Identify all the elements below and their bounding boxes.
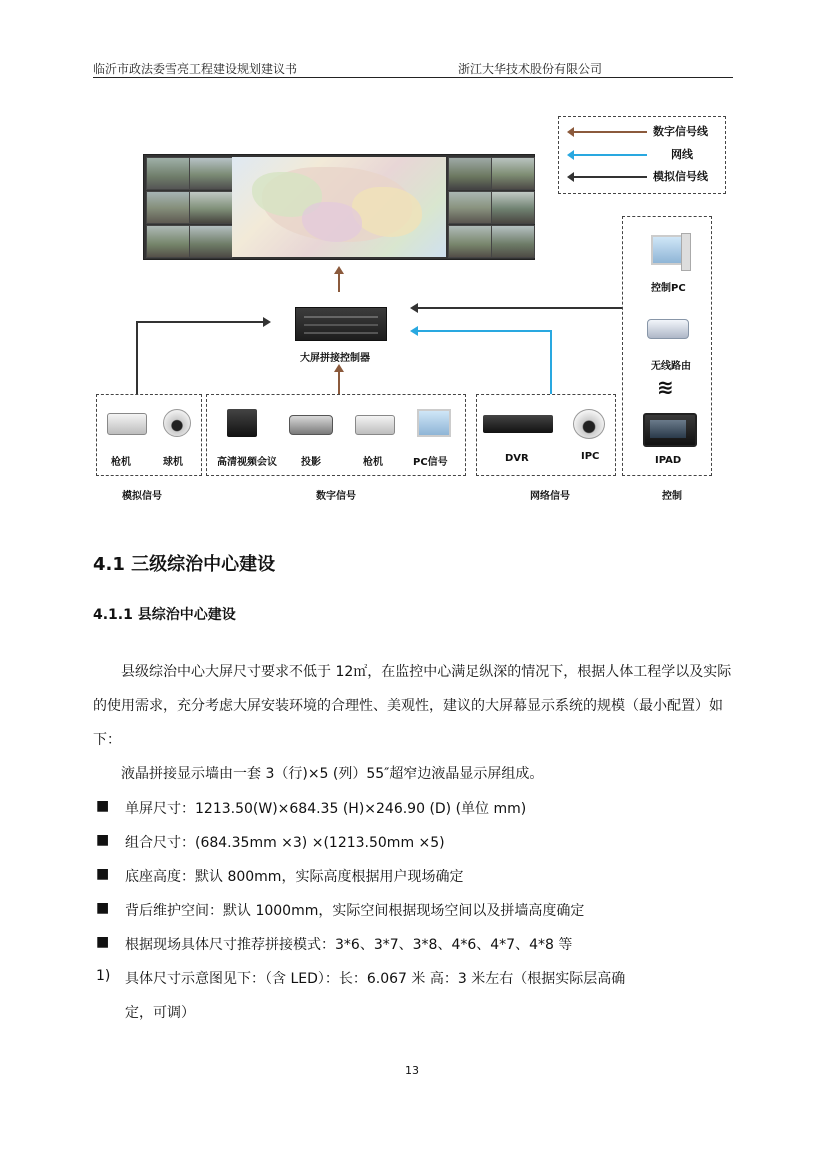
item-label: PC信号 [413, 457, 448, 468]
section-heading-4-1-1: 4.1.1 县综治中心建设 [93, 607, 236, 623]
arrowhead-left [410, 303, 418, 313]
network-line-vertical [550, 330, 552, 394]
bullet-text: 组合尺寸：(684.35mm ×3) ×(1213.50mm ×5) [125, 835, 445, 851]
legend-label-network: 网线 [671, 148, 693, 161]
section-heading-4-1: 4.1 三级综治中心建设 [93, 554, 276, 575]
control-box [622, 216, 712, 476]
network-signal-box [476, 394, 616, 476]
body-paragraph: 县级综治中心大屏尺寸要求不低于 12㎡，在监控中心满足纵深的情况下，根据人体工程学以及实际的使用需求，充分考虑大屏安装环境的合理性、美观性，建议的大屏幕显示系统的规模（最小配置）如下： [93, 664, 732, 748]
legend-item-network [567, 146, 717, 162]
pc-tower-icon [681, 233, 691, 271]
control-line [418, 307, 622, 309]
legend-line-digital [573, 131, 647, 133]
bullet-marker: ■ [96, 900, 110, 916]
item-label: 枪机 [111, 457, 131, 468]
wifi-icon: ≋ [657, 375, 674, 399]
bullet-text: 单屏尺寸：1213.50(W)×684.35 (H)×246.90 (D) (单位 mm) [125, 801, 527, 817]
item-label: 控制PC [651, 283, 686, 294]
body-paragraph: 液晶拼接显示墙由一套 3（行)×5 (列）55″超窄边液晶显示屏组成。 [121, 766, 544, 782]
legend-item-digital [567, 123, 717, 139]
legend-item-analog [567, 168, 717, 184]
bullet-marker: ■ [96, 934, 110, 950]
video-conference-icon [227, 409, 257, 437]
item-label: 枪机 [363, 457, 383, 468]
controller-label: 大屏拼接控制器 [300, 353, 370, 364]
header-title-left: 临沂市政法委雪亮工程建设规划建议书 [93, 62, 298, 76]
map-display [232, 157, 446, 257]
page-number: 13 [405, 1064, 419, 1077]
dvr-device-icon [483, 415, 553, 433]
pc-monitor-icon [417, 409, 451, 437]
network-line-horizontal [418, 330, 552, 332]
bullet-text: 背后维护空间：默认 1000mm，实际空间根据现场空间以及拼墙高度确定 [125, 903, 585, 919]
ipad-icon [643, 413, 697, 447]
item-label: 无线路由 [651, 361, 691, 372]
legend-line-analog [573, 176, 647, 178]
arrowhead-right [263, 317, 271, 327]
group-title-control: 控制 [662, 491, 682, 502]
item-label: 高清视频会议 [217, 457, 277, 468]
item-label: DVR [505, 453, 529, 464]
diagram-legend [558, 116, 726, 194]
digital-signal-box [206, 394, 466, 476]
camera-feed-tile [491, 225, 535, 258]
legend-label-digital: 数字信号线 [653, 125, 708, 138]
ipc-camera-icon [573, 409, 605, 439]
camera-feed-tile [189, 225, 233, 258]
item-label: 球机 [163, 457, 183, 468]
group-title-digital: 数字信号 [316, 491, 356, 502]
camera-feed-tile [448, 191, 492, 224]
wireless-router-icon [647, 319, 689, 339]
bullet-marker: ■ [96, 832, 110, 848]
bullet-text: 底座高度：默认 800mm，实际高度根据用户现场确定 [125, 869, 464, 885]
numbered-marker: 1) [96, 968, 111, 984]
item-label: IPC [581, 451, 600, 462]
camera-feed-tile [189, 157, 233, 190]
header-rule [93, 77, 733, 78]
analog-line-horizontal [136, 321, 264, 323]
numbered-text-line2: 定，可调） [125, 1005, 195, 1021]
projector-icon [289, 415, 333, 435]
dome-camera-icon [163, 409, 191, 437]
bullet-camera-icon [107, 413, 147, 435]
legend-label-analog: 模拟信号线 [653, 170, 708, 183]
camera-feed-tile [448, 225, 492, 258]
control-pc-icon [651, 235, 685, 265]
camera-feed-tile [491, 191, 535, 224]
header-title-right: 浙江大华技术股份有限公司 [458, 62, 603, 76]
camera-feed-tile [146, 157, 190, 190]
group-title-network: 网络信号 [530, 491, 570, 502]
arrowhead-up [334, 266, 344, 274]
camera-feed-tile [146, 191, 190, 224]
video-wall-image [143, 154, 535, 260]
legend-line-network [573, 154, 647, 156]
bullet-text: 根据现场具体尺寸推荐拼接模式：3*6、3*7、3*8、4*6、4*7、4*8 等 [125, 937, 573, 953]
splicing-controller-device [295, 307, 387, 341]
arrowhead-up [334, 364, 344, 372]
bullet-camera-icon [355, 415, 395, 435]
camera-feed-tile [491, 157, 535, 190]
camera-feed-tile [146, 225, 190, 258]
digital-line [338, 370, 340, 394]
arrow-controller-to-wall [338, 272, 340, 292]
bullet-marker: ■ [96, 798, 110, 814]
numbered-text-line1: 具体尺寸示意图见下：（含 LED）：长：6.067 米 高：3 米左右（根据实际层高确 [125, 971, 626, 987]
bullet-marker: ■ [96, 866, 110, 882]
item-label: IPAD [655, 455, 682, 466]
camera-feed-tile [448, 157, 492, 190]
group-title-analog: 模拟信号 [122, 491, 162, 502]
item-label: 投影 [301, 457, 321, 468]
analog-signal-box [96, 394, 202, 476]
arrowhead-left [410, 326, 418, 336]
analog-line-vertical [136, 321, 138, 394]
camera-feed-tile [189, 191, 233, 224]
